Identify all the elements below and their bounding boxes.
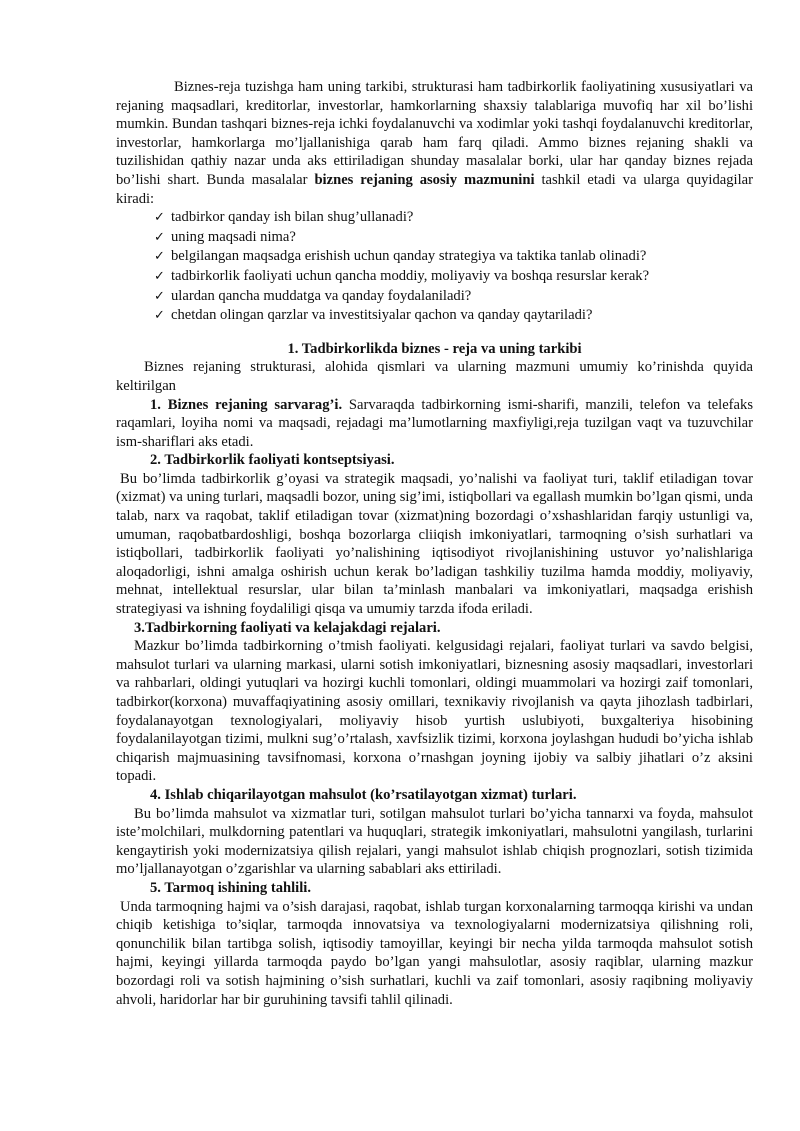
section-intro: Biznes rejaning strukturasi, alohida qismlari va ularning mazmuni umumiy ko’rinishda quyida keltirilgan [116, 359, 753, 394]
item-5-heading: 5. Tarmoq ishining tahlili. [150, 879, 311, 896]
checkmark-icon: ✓ [154, 308, 165, 324]
checklist-item-text: uning maqsadi nima? [171, 228, 296, 245]
checklist-item-text: ulardan qancha muddatga va qanday foydalaniladi? [171, 287, 472, 304]
checklist-item [154, 228, 753, 248]
intro-text-end: tashkil etadi va ularga quyidagilar kiradi: [116, 171, 753, 207]
checkmark-icon: ✓ [154, 288, 165, 304]
checkmark-icon: ✓ [154, 210, 165, 226]
section-title: 1. Tadbirkorlikda biznes - reja va uning tarkibi [287, 340, 582, 357]
item-2-body: Bu bo’limda tadbirkorlik g’oyasi va strategik maqsadi, yo’nalishi va faoliyat turi, taklif etiladigan tovar (xizmat) va uning turlari, maqsadli bozor, uning sig’imi, istiqbollari va egallash mumkin bo’lgan qismi, unda talab, narx va raqobat, taklif etiladigan tovar (xizmat)ning bozordagi o’xshashlaridan farqiy ustunligi va, umuman, raqobatbardoshligi, boshqa bozorlarga cliiqish imkoniyatlari, tarmoqning o’sish surhatlari va istiqbollari, tadbirkorlik faoliyati yo’nalishining iqtisodiyot rivojlanishining ustuvor yo’nalishlariga aloqadorligi, ishni amalga oshirish uchun kerak bo’ladigan tashkiliy tuzilma hamda moddiy, moliyaviy, mehnat, intellektual resurslar, ular bilan ta’minlash manbalari va imkoniyatlari, maqsadga erishish strategiyasi va ishning foydaliligi qisqa va umumiy tarzda ifoda eriladi. [116, 470, 753, 618]
intro-bold-phrase: biznes rejaning asosiy mazmunini [314, 171, 535, 188]
checkmark-icon: ✓ [154, 268, 165, 284]
intro-text: Biznes-reja tuzishga ham uning tarkibi, strukturasi ham tadbirkorlik faoliyatining xususiyatlari va rejaning maqsadlari, kreditorlar, investorlar, hamkorlarning shaxsiy talablariga muvofiq har xil bo’lishi mumkin. Bundan tashqari biznes-reja ichki foydalanuvchi va xodimlar yoki tashqi foydalanuvchi kreditorlar, investorlar, hamkorlarga mo’ljallanishiga qarab ham farq qiladi. Ammo biznes rejaning shakli va tuzilishidan qathiy nazar unda aks ettiriladigan shunday masalalar borki, ular har qanday biznes rejada bo’lishi shart. Bunda masalalar [116, 79, 753, 188]
checklist-item [154, 267, 753, 287]
item-4-heading: 4. Ishlab chiqarilayotgan mahsulot (ko’rsatilayotgan xizmat) turlari. [150, 786, 577, 803]
checklist-item [154, 247, 753, 267]
checklist-item [154, 287, 753, 307]
intro-paragraph [116, 78, 753, 208]
checkmark-icon: ✓ [154, 229, 165, 245]
checklist [116, 208, 753, 326]
checklist-item-text: tadbirkor qanday ish bilan shug’ullanadi? [171, 209, 414, 226]
item-1-heading: 1. Biznes rejaning sarvarag’i. [150, 396, 343, 413]
checklist-item-text: chetdan olingan qarzlar va investitsiyalar qachon va qanday qaytariladi? [171, 307, 593, 324]
checklist-item-text: belgilangan maqsadga erishish uchun qanday strategiya va taktika tanlab olinadi? [171, 248, 647, 265]
item-1-body: Sarvaraqda tadbirkorning ismi-sharifi, manzili, telefon va telefaks raqamlari, loyiha nomi va maqsadi, rejadagi ma’lumotlarning maxfiyligi,reja tuzilgan vaqt va tuzuvchilar ism-shariflari aks etadi. [116, 396, 753, 450]
item-3-heading: 3.Tadbirkorning faoliyati va kelajakdagi rejalari. [134, 619, 441, 636]
document-body [116, 78, 753, 1009]
checklist-item [154, 208, 753, 228]
item-4-body: Bu bo’limda mahsulot va xizmatlar turi, sotilgan mahsulot turlari bo’yicha tannarxi va foyda, mahsulot iste’molchilari, mulkdorning patentlari va huquqlari, strategik imkoniyatlari, mahsulotni yangilash, turlarini kengaytirish yoki modernizatsiya qilish rejalari, yangi mahsulot ishlab chiqish prognozlari, sotish tizimida mo’ljallanayotgan o’zgarishlar va ularning sabablari aks ettiriladi. [116, 805, 753, 878]
checkmark-icon: ✓ [154, 249, 165, 265]
checklist-item-text: tadbirkorlik faoliyati uchun qancha moddiy, moliyaviy va boshqa resurslar kerak? [171, 267, 650, 284]
item-1-paragraph [116, 396, 753, 452]
item-2-heading: 2. Tadbirkorlik faoliyati kontseptsiyasi. [150, 452, 395, 469]
item-3-body: Mazkur bo’limda tadbirkorning o’tmish faoliyati. kelgusidagi rejalari, faoliyat turlari va savdo belgisi, mahsulot turlari va ularning markasi, ularni sotish imkoniyatlari, biznesning asosiy maqsadlari, investorlari va rahbarlari, oldingi yutuqlari va hozirgi kuchli tomonlari, oldingi muammolari va hozirgi zaif tomonlari, tadbirkor(korxona) muvaffaqiyatining asosiy omillari, texnikaviy rivojlanish va qayta jihozlash tadbirlari, foydalanayotgan texnologiyalari, moliyaviy hisob yurtish uslubiyoti, buxgalteriya hisobining foydalanilayotgan tizimi, mulkni sug’o’rtalash, xavfsizlik tizimi, korxona joylashgan hududi bo’yicha ishlab chiqarish majmuasining tavsifnomasi, korxona o’rnashgan joyning ijobiy va salbiy jihatlari o’z aksini topadi. [116, 638, 753, 785]
checklist-item [154, 306, 753, 326]
item-5-body: Unda tarmoqning hajmi va o’sish darajasi, raqobat, ishlab turgan korxonalarning tarmoqqa kirishi va undan chiqib ketishiga to’siqlar, tarmoqda innovatsiya va texnologiyalarni modernizatsiya qilishning roli, qonunchilik bilan tartibga solish, iqtisodiy tamoyillar, keyingi bir necha yilda tarmoqda mahsulot sotish hajmi, keyingi yillarda tarmoqda paydo bo’lgan yangi mahsulotlar, asosiy raqiblar, ularning mazkur bozordagi roli va sotish hajmining o’sish surhatlari, kuchli va zaif tomonlari, asosiy raqibning moliyaviy ahvoli, haridorlar har bir guruhining tavsifi tahlil qilinadi. [116, 898, 753, 1008]
